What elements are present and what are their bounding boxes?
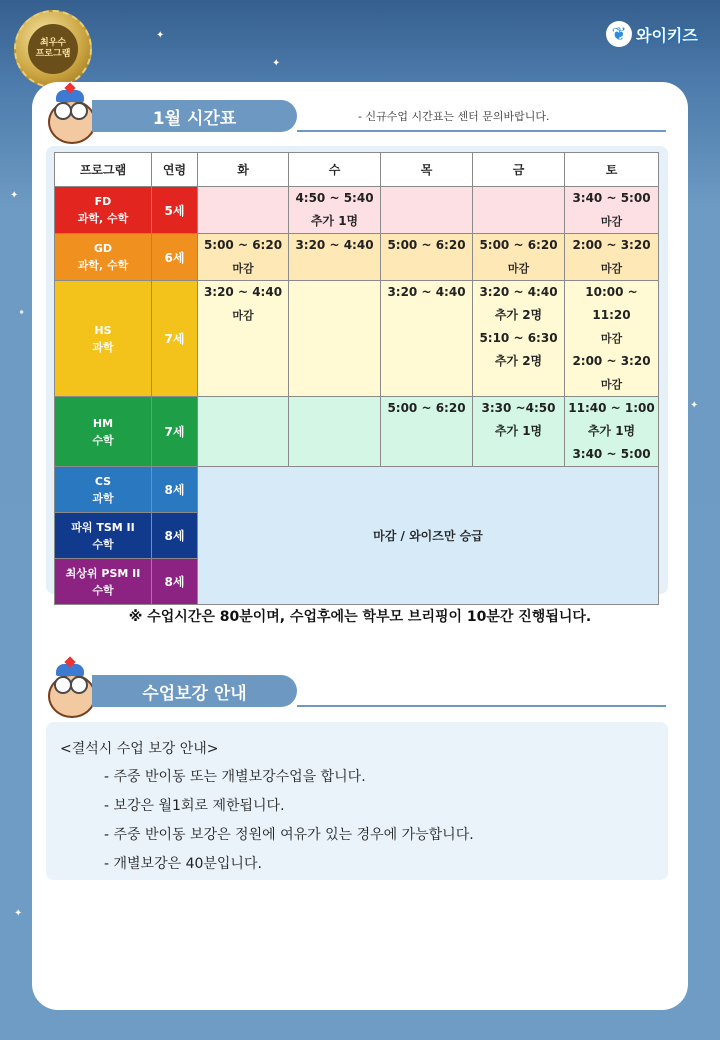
program-code: CS (94, 474, 112, 488)
table-row (55, 397, 659, 467)
divider (297, 130, 666, 132)
program-code: HM (92, 416, 114, 430)
program-code: GD (93, 242, 113, 255)
makeup-item: - 개별보강은 40분입니다. (104, 856, 262, 872)
column-header: 연령 (152, 153, 198, 187)
star-icon: ✦ (14, 908, 23, 919)
column-header: 금 (473, 153, 565, 187)
column-header: 토 (565, 153, 659, 187)
age-cell: 8세 (152, 467, 198, 513)
column-header: 화 (198, 153, 289, 187)
time-slot: 3:20 ~ 4:40 (479, 285, 558, 299)
program-subject: 수학 (92, 433, 114, 447)
age-cell: 8세 (152, 559, 198, 605)
schedule-cell (198, 281, 289, 397)
program-code: HS (94, 323, 112, 337)
status-label: 마감 (600, 378, 623, 391)
time-slot: 3:30 ~4:50 (481, 401, 556, 415)
schedule-cell (381, 397, 473, 467)
mascot-icon (42, 90, 98, 142)
schedule-cell (198, 397, 289, 467)
program-subject: 과학, 수학 (77, 259, 129, 272)
time-slot: 4:50 ~ 5:40 (295, 191, 374, 205)
schedule-cell (473, 281, 565, 397)
bird-icon: ❦ (606, 21, 632, 47)
program-code: 최상위 PSM II (65, 566, 141, 580)
program-subject: 과학, 수학 (77, 212, 129, 225)
schedule-cell (381, 281, 473, 397)
time-slot: 3:20 ~ 4:40 (295, 238, 374, 252)
time-slot: 추가 1명 (587, 424, 636, 438)
column-header: 목 (381, 153, 473, 187)
time-slot: 3:20 ~ 4:40 (203, 285, 283, 299)
schedule-cell (198, 187, 289, 234)
brand-logo (606, 18, 706, 50)
makeup-item: - 주중 반이동 보강은 정원에 여유가 있는 경우에 가능합니다. (104, 827, 474, 843)
schedule-cell (289, 281, 381, 397)
time-slot: 3:20 ~ 4:40 (387, 285, 466, 299)
merged-status-cell: 마감 / 와이즈만 승급 (198, 467, 659, 605)
status-label: 마감 (600, 332, 623, 345)
makeup-title: 수업보강 안내 (92, 675, 297, 707)
time-slot: 추가 1명 (494, 424, 543, 438)
time-slot: 추가 2명 (494, 354, 543, 368)
program-cell (55, 187, 152, 234)
star-icon: ✦ (690, 400, 699, 411)
schedule-cell (473, 187, 565, 234)
timetable (54, 152, 659, 605)
time-slot: 2:00 ~ 3:20 (572, 354, 651, 368)
schedule-cell (565, 281, 659, 397)
schedule-cell (289, 234, 381, 281)
time-slot: 5:00 ~ 6:20 (387, 401, 466, 415)
time-slot: 5:00 ~ 6:20 (479, 238, 558, 252)
time-slot: 10:00 ~ 11:20 (585, 285, 638, 322)
time-slot: 5:00 ~ 6:20 (203, 238, 283, 252)
table-row (55, 467, 659, 513)
program-code: 파워 TSM II (71, 520, 135, 534)
mascot-icon (42, 664, 98, 716)
divider (297, 705, 666, 707)
table-row (55, 187, 659, 234)
age-cell: 5세 (152, 187, 198, 234)
status-label: 마감 (600, 262, 623, 275)
award-badge (14, 10, 92, 88)
age-cell: 8세 (152, 513, 198, 559)
program-subject: 과학 (92, 491, 114, 505)
schedule-cell (381, 234, 473, 281)
status-label: 마감 (507, 262, 530, 275)
age-cell: 7세 (152, 397, 198, 467)
time-slot: 추가 1명 (310, 214, 359, 228)
badge-line2: 프로그램 (35, 49, 71, 59)
schedule-cell (473, 234, 565, 281)
program-subject: 과학 (92, 340, 114, 354)
brand-name: 와이키즈 (636, 25, 698, 45)
column-header: 프로그램 (55, 153, 152, 187)
age-cell: 7세 (152, 281, 198, 397)
program-cell (55, 397, 152, 467)
program-cell (55, 467, 152, 513)
time-slot: 추가 2명 (494, 308, 543, 322)
time-slot: 2:00 ~ 3:20 (572, 238, 651, 252)
table-row (55, 234, 659, 281)
program-cell (55, 234, 152, 281)
schedule-cell (565, 187, 659, 234)
program-cell (55, 559, 152, 605)
time-slot: 5:00 ~ 6:20 (387, 238, 466, 252)
star-icon: ✦ (156, 30, 165, 41)
program-cell (55, 281, 152, 397)
table-row (55, 281, 659, 397)
schedule-cell (289, 187, 381, 234)
time-slot: 3:40 ~ 5:00 (572, 191, 651, 205)
schedule-cell (565, 397, 659, 467)
star-icon: ✦ (10, 190, 19, 201)
time-slot: 3:40 ~ 5:00 (572, 447, 651, 461)
time-slot: 11:40 ~ 1:00 (568, 401, 655, 415)
badge-line1: 최우수 (39, 38, 67, 48)
status-label: 마감 (232, 262, 254, 275)
status-label: 마감 (600, 215, 623, 228)
schedule-cell (473, 397, 565, 467)
table-header-row (55, 153, 659, 187)
column-header: 수 (289, 153, 381, 187)
age-cell: 6세 (152, 234, 198, 281)
makeup-item: - 보강은 월1회로 제한됩니다. (104, 798, 285, 814)
time-slot: 5:10 ~ 6:30 (479, 331, 558, 345)
class-duration-note: ※ 수업시간은 80분이며, 수업후에는 학부모 브리핑이 10분간 진행됩니다. (128, 609, 592, 625)
program-cell (55, 513, 152, 559)
makeup-item: - 주중 반이동 또는 개별보강수업을 합니다. (104, 769, 366, 785)
program-subject: 수학 (92, 537, 114, 551)
schedule-cell (289, 397, 381, 467)
schedule-cell (565, 234, 659, 281)
star-icon: ✦ (272, 58, 281, 69)
program-code: FD (94, 195, 112, 208)
status-label: 마감 (232, 309, 254, 322)
schedule-title: 1월 시간표 (92, 100, 297, 132)
program-subject: 수학 (92, 583, 114, 597)
makeup-subtitle: <결석시 수업 보강 안내> (60, 741, 219, 757)
schedule-cell (381, 187, 473, 234)
schedule-note: - 신규수업 시간표는 센터 문의바랍니다. (358, 110, 550, 123)
schedule-cell (198, 234, 289, 281)
